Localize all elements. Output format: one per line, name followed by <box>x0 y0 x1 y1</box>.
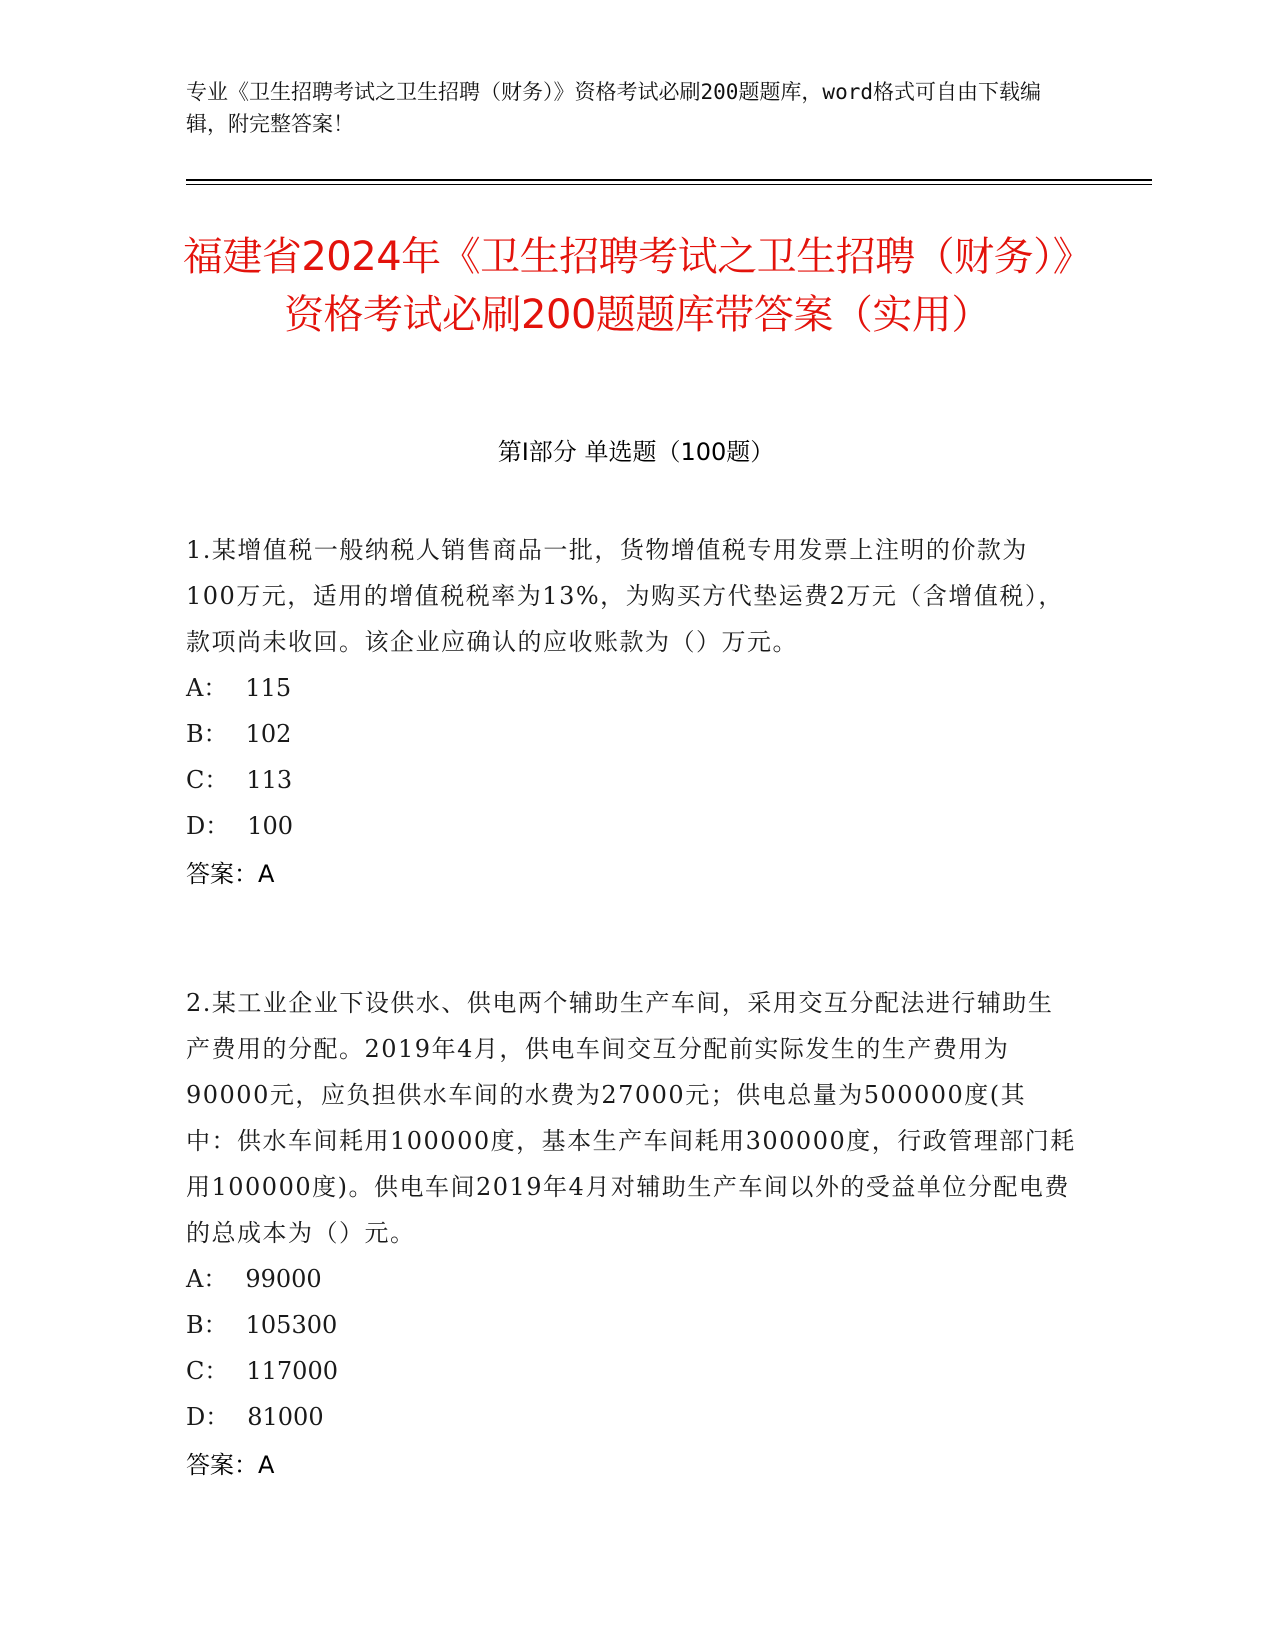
option-c <box>186 1348 1076 1394</box>
document-title: 福建省2024年《卫生招聘考试之卫生招聘（财务）》资格考试必刷200题题库带答案（实用） <box>182 234 1093 338</box>
option-a <box>186 1256 1076 1302</box>
option-value: 81000 <box>247 1403 324 1431</box>
option-b <box>186 1302 1076 1348</box>
option-value: 115 <box>245 674 292 702</box>
option-separator: ： <box>203 720 228 748</box>
option-separator: ： <box>204 766 229 794</box>
option-a <box>186 665 1076 711</box>
option-separator: ： <box>205 1403 230 1431</box>
question-stem: 1.某增值税一般纳税人销售商品一批，货物增值税专用发票上注明的价款为100万元，适用的增值税税率为13%，为购买方代垫运费2万元（含增值税），款项尚未收回。该企业应确认的应收账款为（）万元。 <box>186 536 1064 656</box>
option-letter: C <box>186 766 205 794</box>
option-separator: ： <box>204 1357 229 1385</box>
option-separator: ： <box>205 812 230 840</box>
option-separator: ： <box>203 674 228 702</box>
question-1 <box>186 527 1076 897</box>
option-d <box>186 803 1076 849</box>
section-heading: 第Ⅰ部分 单选题（100题） <box>497 438 775 466</box>
header-rule-thin <box>186 184 1152 185</box>
option-letter: B <box>186 720 204 748</box>
option-value: 117000 <box>246 1357 338 1385</box>
option-d <box>186 1394 1076 1440</box>
question-stem: 2.某工业企业下设供水、供电两个辅助生产车间，采用交互分配法进行辅助生产费用的分配。2019年4月，供电车间交互分配前实际发生的生产费用为90000元，应负担供水车间的水费为27000元；供电总量为500000度(其中：供水车间耗用100000度，基本生产车间耗用300000度，行政管理部门耗用100000度)。供电车间2019年4月对辅助生产车间以外的受益单位分配电费的总成本为（）元。 <box>186 989 1076 1247</box>
option-separator: ： <box>203 1265 228 1293</box>
option-value: 113 <box>246 766 293 794</box>
option-value: 100 <box>247 812 294 840</box>
question-2 <box>186 980 1076 1488</box>
option-letter: A <box>186 674 204 702</box>
option-letter: D <box>186 1403 206 1431</box>
header-rule-thick <box>186 179 1152 181</box>
option-letter: B <box>186 1311 204 1339</box>
answer-line: 答案：A <box>186 860 275 888</box>
option-value: 102 <box>245 720 292 748</box>
option-c <box>186 757 1076 803</box>
option-b <box>186 711 1076 757</box>
option-letter: D <box>186 812 206 840</box>
option-letter: C <box>186 1357 205 1385</box>
option-value: 99000 <box>245 1265 322 1293</box>
option-letter: A <box>186 1265 204 1293</box>
answer-line: 答案：A <box>186 1451 275 1479</box>
option-value: 105300 <box>245 1311 338 1339</box>
option-separator: ： <box>203 1311 228 1339</box>
header-note: 专业《卫生招聘考试之卫生招聘（财务）》资格考试必刷200题题库，word格式可自由下载编辑，附完整答案！ <box>186 80 1041 136</box>
